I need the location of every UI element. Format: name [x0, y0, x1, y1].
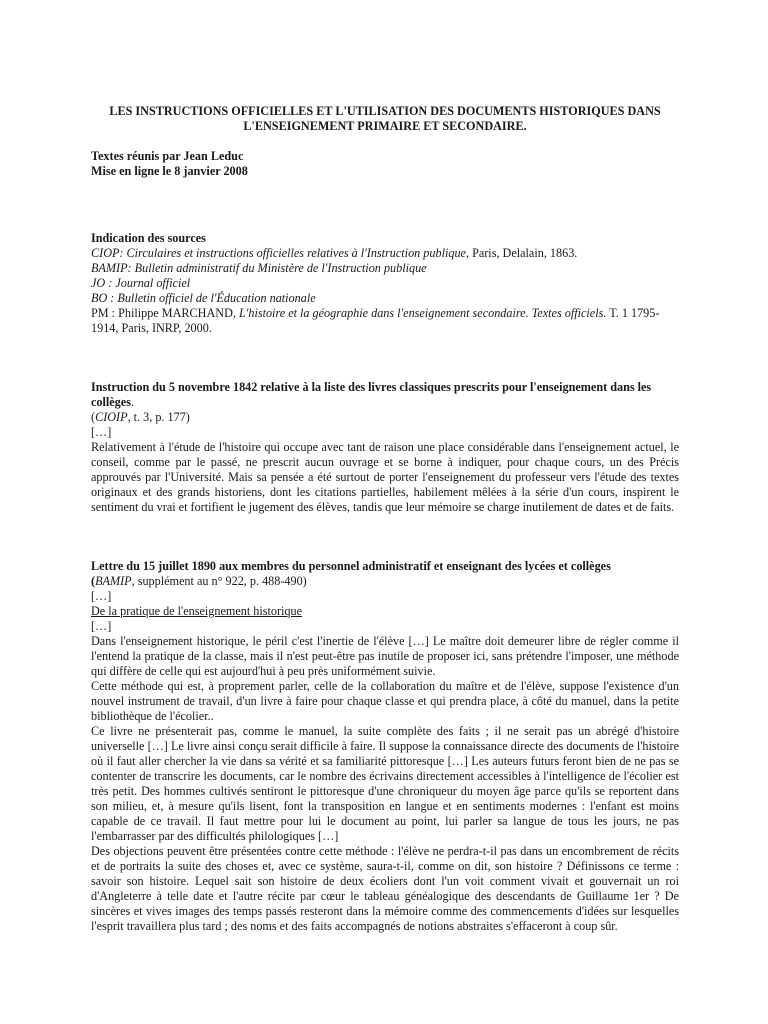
section-1890-ref-abbr: BAMIP: [95, 574, 132, 588]
section-1842-ref-open: (: [91, 410, 96, 424]
section-1890-ellipsis-2: […]: [91, 619, 112, 633]
section-1890-ref-rest: , supplément au n° 922, p. 488-490): [131, 574, 307, 588]
sources-heading: Indication des sources: [91, 231, 206, 245]
source-ciop-title: CIOP: Circulaires et instructions officielles relatives à l'Instruction publique: [91, 246, 466, 260]
document-page: [91, 104, 679, 934]
document-title: [91, 104, 679, 134]
section-1890-subheading: De la pratique de l'enseignement historique: [91, 604, 303, 618]
date-line: Mise en ligne le 8 janvier 2008: [91, 164, 248, 178]
author-line: Textes réunis par Jean Leduc: [91, 149, 244, 163]
section-1842-heading-end: .: [130, 395, 134, 409]
source-ciop: [91, 246, 679, 261]
section-1842-body: Relativement à l'étude de l'histoire qui occupe avec tant de raison une place considérable dans l'enseignement actuel, le conseil, comme par le passé, ne prescrit aucun ouvrage et se borne à indiquer, pour chaque cours, un des Précis approuvés par l'Université. Mais sa pensée a été surtout de porter l'enseignement du professeur vers l'étude des textes originaux et des grands historiens, dont les citations partielles, habilement mêlées à la série d'un cours, inspirent le sentiment du vrai et fortifient le jugement des élèves, tandis que leur mémoire se charge inutilement de dates et de faits.: [91, 440, 679, 514]
source-bo: BO : Bulletin officiel de l'Éducation nationale: [91, 291, 316, 305]
section-1842-ref-abbr: CIOIP: [95, 410, 128, 424]
source-pm-prefix: PM : Philippe MARCHAND,: [91, 306, 239, 320]
section-1842-heading-text: Instruction du 5 novembre 1842 relative à la liste des livres classiques prescrits pour l'enseignement dans les collèges: [91, 380, 652, 409]
source-ciop-details: , Paris, Delalain, 1863.: [465, 246, 578, 260]
document-meta: [91, 149, 679, 179]
source-pm-title: L'histoire et la géographie dans l'enseignement secondaire. Textes officiels.: [238, 306, 607, 320]
source-jo: JO : Journal officiel: [91, 276, 191, 290]
section-1890-heading: Lettre du 15 juillet 1890 aux membres du personnel administratif et enseignant des lycées et collèges: [91, 559, 611, 573]
section-1842-heading: [91, 380, 679, 410]
section-1842-reference: [91, 410, 679, 425]
source-bamip: BAMIP: Bulletin administratif du Ministère de l'Instruction publique: [91, 261, 427, 275]
section-1890-paragraph-3: Ce livre ne présenterait pas, comme le manuel, la suite complète des faits ; il ne serait pas un abrégé d'histoire universelle […] Le livre ainsi conçu serait difficile à faire. Il suppose la connaissance directe des documents de l'histoire où il faut aller chercher la vie dans sa vérité et sa familiarité pittoresque […] Les auteurs futurs feront bien de ne pas se contenter de transcrire les documents, car le nombre des écrivains directement accessibles à l'intelligence de l'écolier est très petit. Des hommes cultivés sentiront le pittoresque d'une chroniqueur du moyen âge parce qu'ils se reportent dans son milieu, et, à mesure qu'ils lisent, font la transposition en langue et en sentiments modernes : l'enfant est moins capable de ce travail. Il faut mettre pour lui le document au point, lui parler sa langue de tous les jours, ne pas l'embarrasser par des difficultés philologiques […]: [91, 724, 679, 843]
section-1890-ellipsis-1: […]: [91, 589, 112, 603]
source-pm-details: T. 1 1795-1914, Paris, INRP, 2000.: [91, 306, 660, 335]
section-1890-paragraph-1: Dans l'enseignement historique, le péril c'est l'inertie de l'élève […] Le maître doit demeurer libre de régler comme il l'entend la pratique de la classe, mais il n'est peut-être pas inutile de proposer ici, sans prétendre l'imposer, une méthode qui diffère de celle qui est aujourd'hui à peu près uniformément suivie.: [91, 634, 679, 678]
section-1890-paragraph-4: Des objections peuvent être présentées contre cette méthode : l'élève ne perdra-t-il pas dans un encombrement de récits et de portraits la suite des choses et, avec ce système, saura-t-il, comme on dit, son histoire ? Définissons ce terme : savoir son histoire. Lequel sait son histoire de deux écoliers dont l'un voit comment vivait et gouvernait un roi d'Angleterre à telle date et l'autre récite par cœur le tableau généalogique des descendants de Guillaume 1er ? De sincères et vives images des temps passés resteront dans la mémoire comme des commencements d'idées sur lesquelles l'esprit travaillera plus tard ; des noms et des faits accompagnés de notions abstraites s'effaceront à coup sûr.: [91, 844, 679, 933]
section-1842-ellipsis: […]: [91, 425, 112, 439]
section-1842-ref-rest: , t. 3, p. 177): [127, 410, 190, 424]
section-1842: [91, 380, 679, 515]
title-line-1: LES INSTRUCTIONS OFFICIELLES ET L'UTILISATION DES DOCUMENTS HISTORIQUES DANS: [109, 104, 661, 118]
section-1890-reference: [91, 574, 679, 589]
section-1890-paragraph-2: Cette méthode qui est, à proprement parler, celle de la collaboration du maître et de l'élève, suppose l'existence d'un nouvel instrument de travail, d'un livre à faire pour chaque classe et qui prendra place, à côté du manuel, dans la petite bibliothèque de l'écolier..: [91, 679, 679, 723]
section-1890-ref-open: (: [91, 574, 96, 588]
title-line-2: L'ENSEIGNEMENT PRIMAIRE ET SECONDAIRE.: [243, 119, 527, 133]
sources-section: [91, 231, 679, 336]
section-1890: [91, 559, 679, 934]
source-pm: [91, 306, 679, 336]
